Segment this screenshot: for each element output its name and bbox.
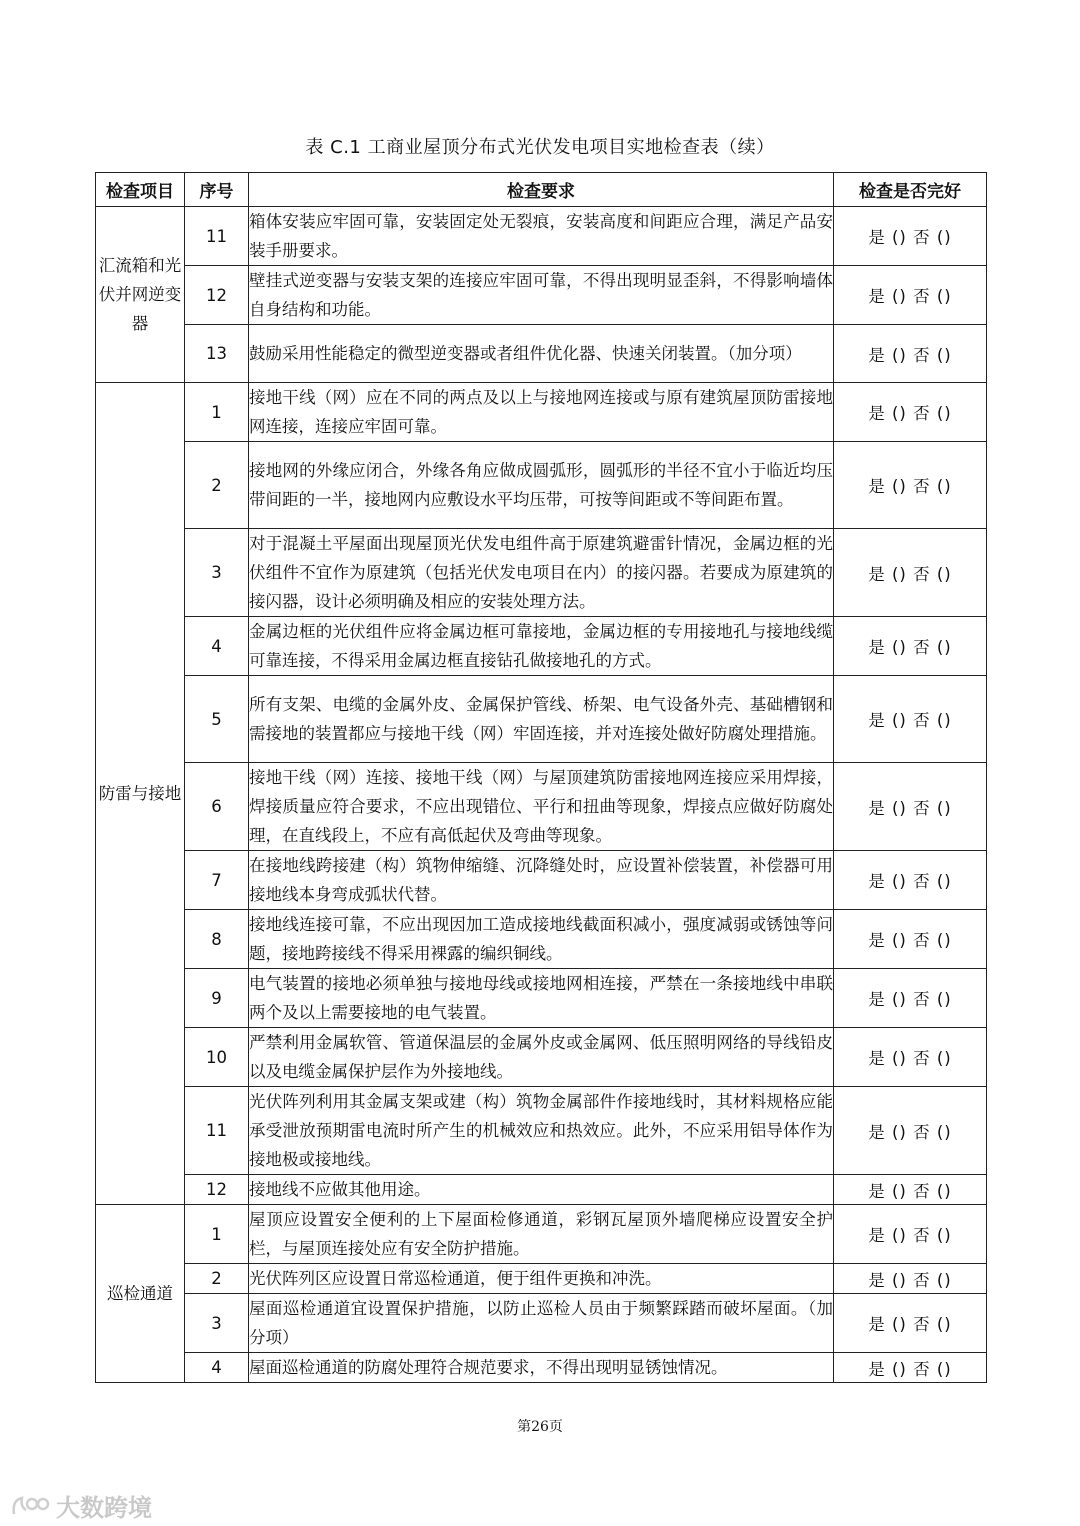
requirement-cell: 屋面巡检通道的防腐处理符合规范要求，不得出现明显锈蚀情况。	[249, 1353, 834, 1383]
result-cell: 是 () 否 ()	[834, 1087, 987, 1175]
result-cell: 是 () 否 ()	[834, 529, 987, 617]
index-cell: 13	[185, 325, 249, 383]
table-row	[96, 383, 987, 442]
result-cell: 是 () 否 ()	[834, 266, 987, 325]
table-row	[96, 676, 987, 763]
table-row	[96, 617, 987, 676]
result-cell: 是 () 否 ()	[834, 910, 987, 969]
table-row	[96, 1205, 987, 1264]
index-cell: 9	[185, 969, 249, 1028]
table-row	[96, 1294, 987, 1353]
category-cell: 防雷与接地	[96, 383, 185, 1205]
watermark-logo-icon	[10, 1492, 50, 1520]
index-cell: 4	[185, 1353, 249, 1383]
result-cell: 是 () 否 ()	[834, 442, 987, 529]
index-cell: 11	[185, 1087, 249, 1175]
result-cell: 是 () 否 ()	[834, 1353, 987, 1383]
index-cell: 10	[185, 1028, 249, 1087]
table-row	[96, 442, 987, 529]
header-result: 检查是否完好	[834, 173, 987, 207]
table-row	[96, 910, 987, 969]
index-cell: 2	[185, 442, 249, 529]
table-row	[96, 1353, 987, 1383]
table-row	[96, 325, 987, 383]
result-cell: 是 () 否 ()	[834, 325, 987, 383]
index-cell: 12	[185, 266, 249, 325]
table-row	[96, 207, 987, 266]
requirement-cell: 光伏阵列利用其金属支架或建（构）筑物金属部件作接地线时，其材料规格应能承受泄放预期雷电流时所产生的机械效应和热效应。此外，不应采用铝导体作为接地极或接地线。	[249, 1087, 834, 1175]
index-cell: 7	[185, 851, 249, 910]
index-cell: 2	[185, 1264, 249, 1294]
index-cell: 11	[185, 207, 249, 266]
requirement-cell: 光伏阵列区应设置日常巡检通道，便于组件更换和冲洗。	[249, 1264, 834, 1294]
requirement-cell: 接地线连接可靠，不应出现因加工造成接地线截面积减小，强度减弱或锈蚀等问题，接地跨接线不得采用裸露的编织铜线。	[249, 910, 834, 969]
inspection-table	[95, 172, 987, 1383]
category-cell: 汇流箱和光伏并网逆变器	[96, 207, 185, 383]
requirement-cell: 所有支架、电缆的金属外皮、金属保护管线、桥架、电气设备外壳、基础槽钢和需接地的装置都应与接地干线（网）牢固连接，并对连接处做好防腐处理措施。	[249, 676, 834, 763]
requirement-cell: 对于混凝土平屋面出现屋顶光伏发电组件高于原建筑避雷针情况，金属边框的光伏组件不宜作为原建筑（包括光伏发电项目在内）的接闪器。若要成为原建筑的接闪器，设计必须明确及相应的安装处理方法。	[249, 529, 834, 617]
result-cell: 是 () 否 ()	[834, 851, 987, 910]
header-category: 检查项目	[96, 173, 185, 207]
watermark	[10, 1488, 152, 1523]
table-header-row	[96, 173, 987, 207]
result-cell: 是 () 否 ()	[834, 1294, 987, 1353]
table-row	[96, 1175, 987, 1205]
requirement-cell: 严禁利用金属软管、管道保温层的金属外皮或金属网、低压照明网络的导线铅皮以及电缆金属保护层作为外接地线。	[249, 1028, 834, 1087]
header-index: 序号	[185, 173, 249, 207]
result-cell: 是 () 否 ()	[834, 1028, 987, 1087]
index-cell: 3	[185, 529, 249, 617]
watermark-text: 大数跨境	[56, 1494, 152, 1522]
requirement-cell: 金属边框的光伏组件应将金属边框可靠接地，金属边框的专用接地孔与接地线缆可靠连接，不得采用金属边框直接钻孔做接地孔的方式。	[249, 617, 834, 676]
requirement-cell: 接地线不应做其他用途。	[249, 1175, 834, 1205]
table-row	[96, 1087, 987, 1175]
result-cell: 是 () 否 ()	[834, 383, 987, 442]
result-cell: 是 () 否 ()	[834, 763, 987, 851]
requirement-cell: 接地网的外缘应闭合，外缘各角应做成圆弧形，圆弧形的半径不宜小于临近均压带间距的一半，接地网内应敷设水平均压带，可按等间距或不等间距布置。	[249, 442, 834, 529]
result-cell: 是 () 否 ()	[834, 676, 987, 763]
category-cell: 巡检通道	[96, 1205, 185, 1383]
result-cell: 是 () 否 ()	[834, 1175, 987, 1205]
index-cell: 12	[185, 1175, 249, 1205]
requirement-cell: 接地干线（网）应在不同的两点及以上与接地网连接或与原有建筑屋顶防雷接地网连接，连接应牢固可靠。	[249, 383, 834, 442]
table-row	[96, 969, 987, 1028]
result-cell: 是 () 否 ()	[834, 1264, 987, 1294]
result-cell: 是 () 否 ()	[834, 617, 987, 676]
requirement-cell: 鼓励采用性能稳定的微型逆变器或者组件优化器、快速关闭装置。（加分项）	[249, 325, 834, 383]
table-row	[96, 1028, 987, 1087]
requirement-cell: 接地干线（网）连接、接地干线（网）与屋顶建筑防雷接地网连接应采用焊接，焊接质量应符合要求，不应出现错位、平行和扭曲等现象，焊接点应做好防腐处理，在直线段上，不应有高低起伏及弯曲等现象。	[249, 763, 834, 851]
page-number: 第26页	[517, 1419, 563, 1435]
index-cell: 3	[185, 1294, 249, 1353]
index-cell: 1	[185, 1205, 249, 1264]
table-row	[96, 266, 987, 325]
index-cell: 4	[185, 617, 249, 676]
requirement-cell: 壁挂式逆变器与安装支架的连接应牢固可靠，不得出现明显歪斜，不得影响墙体自身结构和功能。	[249, 266, 834, 325]
table-row	[96, 851, 987, 910]
table-row	[96, 529, 987, 617]
requirement-cell: 屋顶应设置安全便利的上下屋面检修通道，彩钢瓦屋顶外墙爬梯应设置安全护栏，与屋顶连接处应有安全防护措施。	[249, 1205, 834, 1264]
index-cell: 6	[185, 763, 249, 851]
table-row	[96, 1264, 987, 1294]
index-cell: 8	[185, 910, 249, 969]
index-cell: 1	[185, 383, 249, 442]
requirement-cell: 箱体安装应牢固可靠，安装固定处无裂痕，安装高度和间距应合理，满足产品安装手册要求。	[249, 207, 834, 266]
requirement-cell: 屋面巡检通道宜设置保护措施，以防止巡检人员由于频繁踩踏而破坏屋面。（加分项）	[249, 1294, 834, 1353]
result-cell: 是 () 否 ()	[834, 207, 987, 266]
index-cell: 5	[185, 676, 249, 763]
requirement-cell: 电气装置的接地必须单独与接地母线或接地网相连接，严禁在一条接地线中串联两个及以上需要接地的电气装置。	[249, 969, 834, 1028]
requirement-cell: 在接地线跨接建（构）筑物伸缩缝、沉降缝处时，应设置补偿装置，补偿器可用接地线本身弯成弧状代替。	[249, 851, 834, 910]
result-cell: 是 () 否 ()	[834, 1205, 987, 1264]
header-requirement: 检查要求	[249, 173, 834, 207]
result-cell: 是 () 否 ()	[834, 969, 987, 1028]
table-body	[96, 207, 987, 1383]
table-title: 表 C.1 工商业屋顶分布式光伏发电项目实地检查表（续）	[305, 137, 775, 158]
table-row	[96, 763, 987, 851]
